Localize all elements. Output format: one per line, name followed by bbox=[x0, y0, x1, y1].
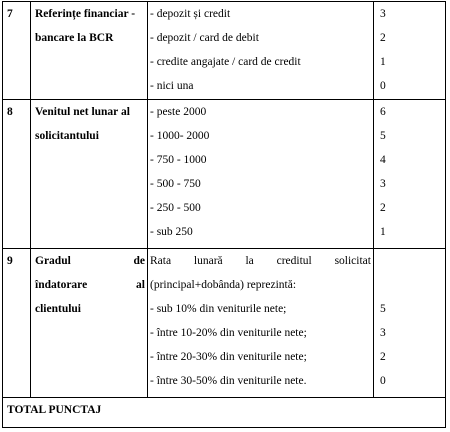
points-value: 2 bbox=[380, 350, 386, 363]
option-item: - 500 - 750 bbox=[150, 178, 201, 191]
options-cell bbox=[148, 2, 374, 100]
criterion-text: clientului bbox=[35, 302, 82, 315]
option-item: - sub 250 bbox=[150, 226, 193, 239]
options-cell bbox=[148, 248, 374, 397]
table-row-8 bbox=[3, 100, 446, 248]
option-item: - 250 - 500 bbox=[150, 202, 201, 215]
option-item: - depozit și credit bbox=[150, 8, 231, 20]
option-item: - între 10-20% din veniturile nete; bbox=[150, 326, 307, 339]
row-number: 9 bbox=[7, 254, 13, 267]
points-value: 1 bbox=[380, 56, 386, 68]
option-intro bbox=[148, 249, 373, 273]
table-row-7 bbox=[3, 2, 446, 100]
option-item: - 1000- 2000 bbox=[150, 130, 210, 143]
intro-word: lunară bbox=[193, 254, 223, 267]
option-intro: (principal+dobânda) reprezintă: bbox=[150, 278, 297, 291]
criterion-text: Referințe financiar - bbox=[35, 8, 136, 20]
points-value: 3 bbox=[380, 326, 386, 339]
row-number-cell bbox=[3, 248, 31, 397]
total-cell bbox=[3, 397, 446, 427]
points-value: 3 bbox=[380, 8, 386, 20]
total-row bbox=[3, 397, 446, 427]
points-cell bbox=[374, 248, 446, 397]
option-item: - între 20-30% din veniturile nete; bbox=[150, 350, 307, 363]
intro-word: creditul bbox=[276, 254, 312, 267]
criterion-word: Gradul bbox=[35, 254, 71, 267]
row-number: 8 bbox=[7, 106, 13, 119]
points-cell bbox=[374, 2, 446, 100]
criterion-word: de bbox=[133, 254, 145, 267]
option-item: - depozit / card de debit bbox=[150, 32, 259, 44]
criterion-text bbox=[31, 249, 147, 273]
row-number-cell bbox=[3, 2, 31, 100]
criterion-text: Venitul net lunar al bbox=[35, 106, 130, 119]
points-spacer bbox=[374, 273, 445, 297]
points-value: 2 bbox=[380, 202, 386, 215]
points-spacer bbox=[374, 249, 445, 273]
option-item: - nici una bbox=[150, 80, 194, 92]
option-item: - credite angajate / card de credit bbox=[150, 56, 301, 68]
points-value: 0 bbox=[380, 374, 386, 387]
option-item: - între 30-50% din veniturile nete. bbox=[150, 374, 307, 387]
option-item: - sub 10% din veniturile nete; bbox=[150, 302, 287, 315]
criterion-cell bbox=[31, 100, 148, 248]
row-number-cell bbox=[3, 100, 31, 248]
criterion-text: bancare la BCR bbox=[35, 32, 114, 44]
points-value: 5 bbox=[380, 302, 386, 315]
points-value: 0 bbox=[380, 80, 386, 92]
points-value: 4 bbox=[380, 154, 386, 167]
points-value: 1 bbox=[380, 226, 386, 239]
total-label: TOTAL PUNCTAJ bbox=[7, 403, 102, 416]
option-item: - 750 - 1000 bbox=[150, 154, 207, 167]
intro-word: la bbox=[245, 254, 254, 267]
criterion-text bbox=[31, 273, 147, 297]
intro-word: solicitat bbox=[334, 254, 371, 267]
options-cell bbox=[148, 100, 374, 248]
criterion-cell bbox=[31, 2, 148, 100]
criterion-text: solicitantului bbox=[35, 130, 99, 143]
scoring-table bbox=[2, 1, 446, 428]
points-value: 3 bbox=[380, 178, 386, 191]
row-number: 7 bbox=[7, 8, 13, 20]
intro-word: Rata bbox=[150, 254, 172, 267]
criterion-cell bbox=[31, 248, 148, 397]
criterion-word: al bbox=[136, 278, 145, 291]
points-value: 5 bbox=[380, 130, 386, 143]
option-item: - peste 2000 bbox=[150, 106, 207, 119]
criterion-word: îndatorare bbox=[35, 278, 88, 291]
points-cell bbox=[374, 100, 446, 248]
points-value: 6 bbox=[380, 106, 386, 119]
table-row-9 bbox=[3, 248, 446, 397]
points-value: 2 bbox=[380, 32, 386, 44]
